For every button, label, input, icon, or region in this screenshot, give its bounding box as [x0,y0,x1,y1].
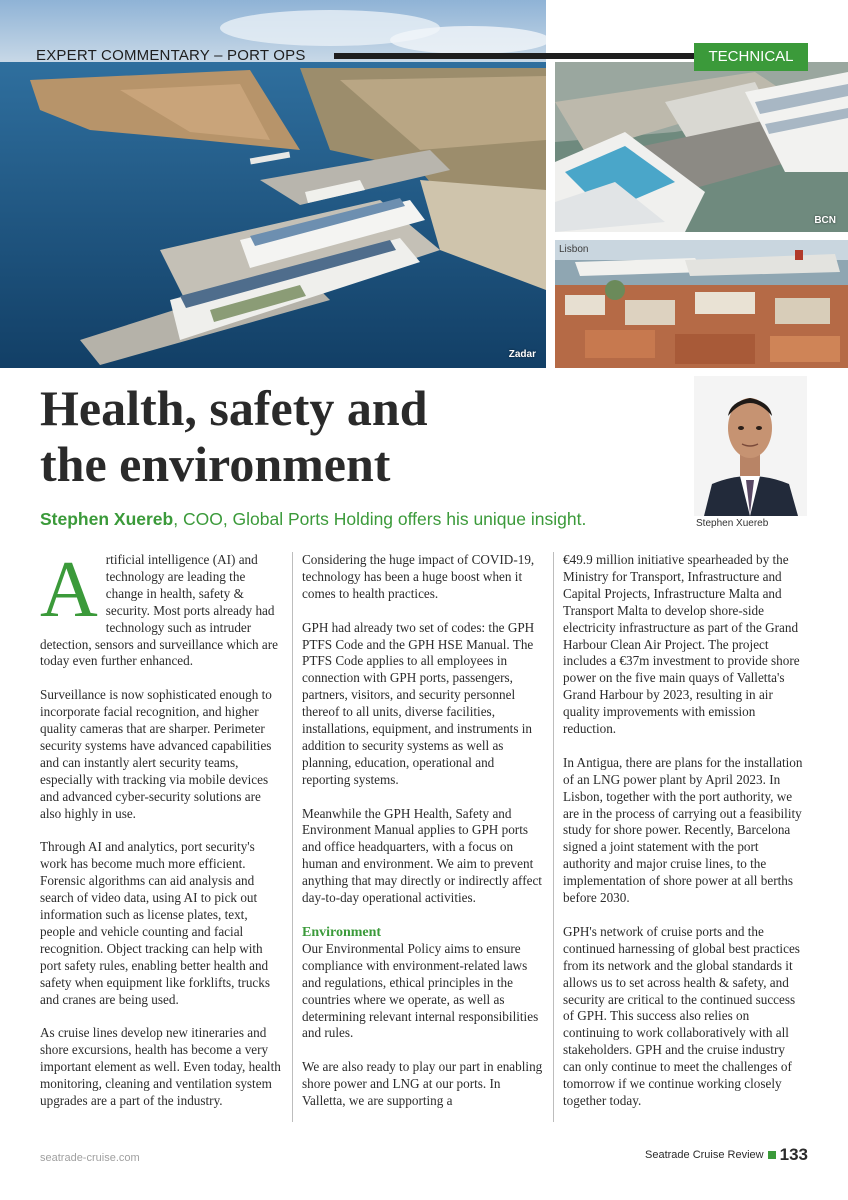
paragraph: Meanwhile the GPH Health, Safety and Environment Manual applies to GPH ports and office headquarters, with a focus on human and environment. We aim to prevent anything that may directly or indirectly affect day-to-day operational activities. [302,805,542,906]
paragraph: GPH had already two set of codes: the GPH PTFS Code and the GPH HSE Manual. The PTFS Code applies to all employees in connection with GPH ports, passengers, partners, visitors, and security personnel thereof to all units, diverse facilities, installations, equipment, and instruments in addition to security systems as well as planning, education, operational and reporting systems. [302,619,535,787]
lisbon-cityscape-image [555,240,848,368]
barcelona-terminal-image [555,62,848,232]
paragraph: GPH's network of cruise ports and the continued harnessing of global best practices from its network and the global standards it allows us to set across health & safety, and security are critical to the continued success of GPH. This success also relies on continuing to work collaboratively with all stakeholders. GPH and the cruise industry can only continue to meet the challenges of tomorrow if we continue working closely together today. [563,923,800,1108]
standfirst [40,509,680,530]
bcn-caption: BCN [814,215,836,226]
paragraph: Artificial intelligence (AI) and technology are leading the change in health, safety & security. Most ports already had technology such as intruder detection, sensors and surveillance which are today even further enhanced. [40,546,279,669]
footer-url[interactable]: seatrade-cruise.com [40,1152,140,1164]
standfirst-author: Stephen Xuereb [40,509,174,529]
page-number: 133 [779,1145,808,1164]
article-title [40,380,660,492]
publication-name: Seatrade Cruise Review [645,1149,764,1161]
zadar-caption: Zadar [508,349,536,360]
column-divider [553,552,554,1122]
technical-tag: TECHNICAL [694,43,808,71]
standfirst-text: , COO, Global Ports Holding offers his unique insight. [173,509,587,529]
author-photo [694,376,807,516]
paragraph: As cruise lines develop new itineraries and shore excursions, health has become a very important element as well. Even today, health monitoring, cleaning and ventilation system upgrades are a part of the industry. [40,1025,281,1108]
paragraph: Our Environmental Policy aims to ensure compliance with environment-related laws and regulations, ethical principles in the countries where we operate, as well as determining relevant internal responsibilities and rules. [302,940,539,1041]
portrait-caption: Stephen Xuereb [696,518,769,529]
author-portrait [694,376,807,516]
paragraph: In Antigua, there are plans for the installation of an LNG power plant by April 2023. In Lisbon, together with the port authority, we are in the process of carrying out a feasibility study for shore power. Recently, Barcelona signed a joint statement with the port authority and major cruise lines, to the implementation of shore power at all berths before 2030. [563,754,803,906]
column-2 [302,552,544,1127]
column-1 [40,546,282,1127]
section-rule [334,53,694,59]
title-line-1: Health, safety and [40,380,428,436]
footer-publication [636,1145,808,1165]
lisbon-port-photo [555,240,848,368]
subhead-environment: Environment [302,924,382,940]
paragraph: Surveillance is now sophisticated enough to incorporate facial recognition, and higher quality cameras that are sharper. Perimeter security systems have advanced capabilities and can instantly alert security teams, especially with tracking via mobile devices and advanced cyber-security solutions are also highly in use. [40,687,272,821]
paragraph: Considering the huge impact of COVID-19, technology has been a huge boost when it comes to health practices. [302,552,535,601]
column-3 [563,552,805,1127]
section-label: EXPERT COMMENTARY – PORT OPS [36,47,306,64]
paragraph: Through AI and analytics, port security's work has become much more efficient. Forensic algorithms can aid analysis and search of video data, using AI to pick out information such as license plates, text, people and vehicle counting and facial recognition. Object tracking can help with port safety rules, enabling better health and safety when equipment like forklifts, trucks and cranes are being used. [40,839,270,1007]
barcelona-port-photo [555,62,848,232]
title-line-2: the environment [40,436,391,492]
green-square-icon [768,1151,776,1159]
lisbon-caption: Lisbon [559,244,589,255]
paragraph: We are also ready to play our part in enabling shore power and LNG at our ports. In Valletta, we are supporting a [302,1059,543,1109]
paragraph: €49.9 million initiative spearheaded by the Ministry for Transport, Infrastructure and Capital Projects, Infrastructure Malta and Transport Malta to develop shore-side electricity infrastructure as part of the Grand Harbour Clean Air Project. The project includes a €37m investment to provide shore power on the five main quays of Valletta's Grand Harbour by 2023, resulting in air quality improvements with emission reduction. [563,552,800,737]
drop-cap: A [40,546,98,634]
column-divider [292,552,293,1122]
